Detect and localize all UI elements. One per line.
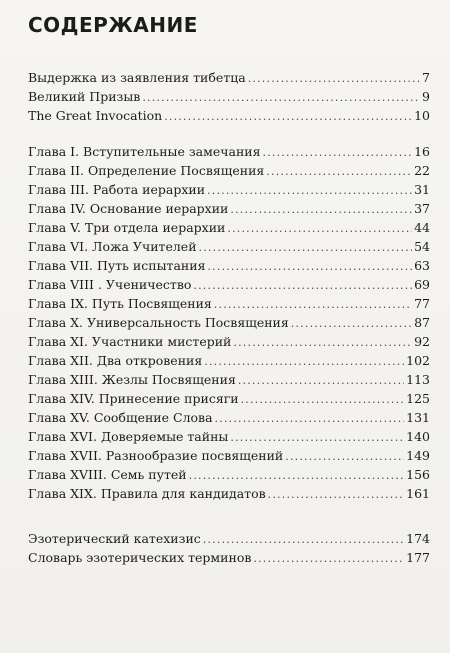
toc-entry-page: 140 <box>406 429 430 444</box>
dot-leader <box>230 428 404 447</box>
dot-leader <box>285 447 404 466</box>
dot-leader <box>263 143 413 162</box>
toc-entry-page: 156 <box>406 467 430 482</box>
toc-entry <box>28 529 430 548</box>
toc-entry <box>28 161 430 180</box>
section-spacer <box>28 503 430 529</box>
table-of-contents <box>28 12 430 567</box>
dot-leader <box>189 466 405 485</box>
toc-entry-label: Выдержка из заявления тибетца <box>28 70 246 85</box>
toc-entry-page: 54 <box>414 239 430 254</box>
toc-entry-page: 113 <box>406 372 430 387</box>
dot-leader <box>241 390 405 409</box>
toc-entry-page: 37 <box>414 201 430 216</box>
toc-entry <box>28 548 430 567</box>
dot-leader <box>193 276 412 295</box>
dot-leader <box>214 295 412 314</box>
toc-entry <box>28 465 430 484</box>
dot-leader <box>230 200 412 219</box>
dot-leader <box>215 409 405 428</box>
toc-entry-label: Глава III. Работа иерархии <box>28 182 206 197</box>
dot-leader <box>203 530 404 549</box>
dot-leader <box>204 352 404 371</box>
toc-entry-page: 92 <box>414 334 430 349</box>
toc-intro-section <box>28 68 430 125</box>
toc-entry-label: Глава V. Три отдела иерархии <box>28 220 226 235</box>
dot-leader <box>268 485 404 504</box>
toc-entry-page: 149 <box>406 448 430 463</box>
dot-leader <box>233 333 412 352</box>
toc-entry <box>28 370 430 389</box>
dot-leader <box>164 107 412 126</box>
toc-entry <box>28 68 430 87</box>
dot-leader <box>207 181 412 200</box>
toc-entry-label: Глава XIV. Принесение присяги <box>28 391 239 406</box>
toc-entry <box>28 408 430 427</box>
toc-entry <box>28 294 430 313</box>
toc-entry <box>28 237 430 256</box>
dot-leader <box>238 371 404 390</box>
toc-entry-label: Глава XIII. Жезлы Посвящения <box>28 372 236 387</box>
toc-entry <box>28 313 430 332</box>
toc-entry <box>28 142 430 161</box>
toc-entry-label: Глава XVIII. Семь путей <box>28 467 187 482</box>
toc-entry-page: 125 <box>406 391 430 406</box>
toc-entry-label: Глава XVI. Доверяемые тайны <box>28 429 229 444</box>
toc-entry <box>28 351 430 370</box>
toc-entry-page: 102 <box>406 353 430 368</box>
dot-leader <box>253 549 404 568</box>
toc-entry-page: 63 <box>414 258 430 273</box>
toc-entry-page: 44 <box>414 220 430 235</box>
dot-leader <box>291 314 412 333</box>
toc-entry <box>28 180 430 199</box>
toc-entry-page: 16 <box>414 144 430 159</box>
toc-entry-page: 69 <box>414 277 430 292</box>
toc-entry-label: Глава XV. Сообщение Слова <box>28 410 213 425</box>
toc-entry-page: 7 <box>422 70 430 85</box>
toc-entry-label: Глава VII. Путь испытания <box>28 258 206 273</box>
dot-leader <box>207 257 412 276</box>
toc-entry-label: Глава XI. Участники мистерий <box>28 334 232 349</box>
toc-entry-label: Глава VIII . Ученичество <box>28 277 192 292</box>
toc-entry <box>28 427 430 446</box>
toc-entry-label: Словарь эзотерических терминов <box>28 550 252 565</box>
toc-entry <box>28 87 430 106</box>
dot-leader <box>227 219 412 238</box>
toc-entry-page: 9 <box>422 89 430 104</box>
toc-entry-label: Глава I. Вступительные замечания <box>28 144 261 159</box>
toc-entry-page: 174 <box>406 531 430 546</box>
toc-entry-page: 10 <box>414 108 430 123</box>
dot-leader <box>266 162 412 181</box>
toc-entry <box>28 389 430 408</box>
toc-entry-page: 177 <box>406 550 430 565</box>
toc-entry-page: 22 <box>414 163 430 178</box>
toc-entry-page: 87 <box>414 315 430 330</box>
toc-entry <box>28 275 430 294</box>
toc-entry-label: Глава VI. Ложа Учителей <box>28 239 197 254</box>
toc-appendix-section <box>28 529 430 567</box>
toc-entry-label: Глава IV. Основание иерархии <box>28 201 229 216</box>
dot-leader <box>142 88 420 107</box>
dot-leader <box>248 69 420 88</box>
toc-entry-label: Глава XII. Два откровения <box>28 353 203 368</box>
toc-entry <box>28 199 430 218</box>
page-title: СОДЕРЖАНИЕ <box>28 13 198 37</box>
toc-entry-label: Глава XVII. Разнообразие посвящений <box>28 448 284 463</box>
toc-entry <box>28 446 430 465</box>
toc-entry <box>28 218 430 237</box>
toc-entry-label: Глава II. Определение Посвящения <box>28 163 265 178</box>
toc-entry <box>28 106 430 125</box>
toc-entry-page: 77 <box>414 296 430 311</box>
toc-entry-label: Глава X. Универсальность Посвящения <box>28 315 289 330</box>
toc-entry-page: 131 <box>406 410 430 425</box>
toc-entry <box>28 484 430 503</box>
toc-entry-label: Глава XIX. Правила для кандидатов <box>28 486 266 501</box>
toc-entry <box>28 256 430 275</box>
toc-entry-label: Великий Призыв <box>28 89 141 104</box>
toc-entry-page: 31 <box>414 182 430 197</box>
toc-entry-page: 161 <box>406 486 430 501</box>
toc-entry <box>28 332 430 351</box>
toc-entry-label: The Great Invocation <box>28 108 163 123</box>
toc-entry-label: Эзотерический катехизис <box>28 531 201 546</box>
section-spacer <box>28 125 430 142</box>
dot-leader <box>199 238 413 257</box>
toc-chapters-section <box>28 142 430 503</box>
toc-entry-label: Глава IX. Путь Посвящения <box>28 296 212 311</box>
